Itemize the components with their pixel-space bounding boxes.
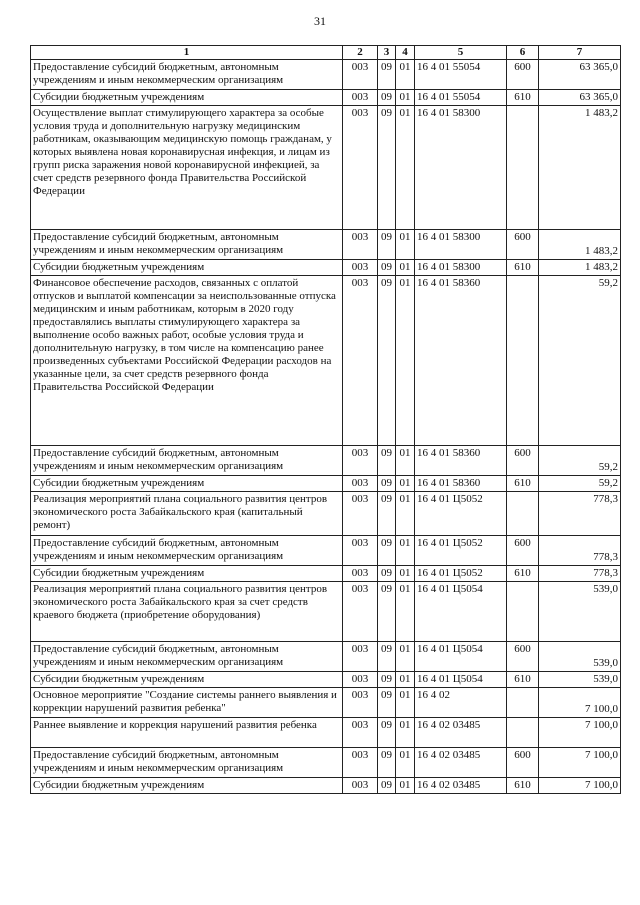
row-name: Реализация мероприятий плана социального развития центров экономического роста Забайкальского края (капитальный ремонт) xyxy=(31,492,343,536)
row-name: Основное мероприятие "Создание системы раннего выявления и коррекции нарушений развития ребенка" xyxy=(31,688,343,718)
row-amount: 539,0 xyxy=(539,582,621,642)
row-vr: 600 xyxy=(507,446,539,476)
row-rz: 09 xyxy=(378,582,396,642)
column-header: 6 xyxy=(507,46,539,60)
table-row xyxy=(31,106,621,230)
column-header: 5 xyxy=(415,46,507,60)
row-amount: 7 100,0 xyxy=(539,718,621,748)
row-ved: 003 xyxy=(343,492,378,536)
row-ved: 003 xyxy=(343,748,378,778)
table-row xyxy=(31,276,621,446)
row-rz: 09 xyxy=(378,260,396,276)
row-ved: 003 xyxy=(343,230,378,260)
row-csr: 16 4 01 58360 xyxy=(415,446,507,476)
table-row xyxy=(31,778,621,794)
table-row xyxy=(31,672,621,688)
table-row xyxy=(31,566,621,582)
row-rz: 09 xyxy=(378,536,396,566)
row-name: Субсидии бюджетным учреждениям xyxy=(31,90,343,106)
table-row xyxy=(31,260,621,276)
row-name: Предоставление субсидий бюджетным, автономным учреждениям и иным некоммерческим организациям xyxy=(31,446,343,476)
table-row xyxy=(31,446,621,476)
row-ved: 003 xyxy=(343,90,378,106)
column-header: 3 xyxy=(378,46,396,60)
row-csr: 16 4 01 Ц5052 xyxy=(415,492,507,536)
row-pr: 01 xyxy=(396,60,415,90)
row-pr: 01 xyxy=(396,582,415,642)
row-csr: 16 4 01 Ц5052 xyxy=(415,536,507,566)
row-ved: 003 xyxy=(343,718,378,748)
row-name: Реализация мероприятий плана социального развития центров экономического роста Забайкальского края за счет средств краевого бюджета (приобретение оборудования) xyxy=(31,582,343,642)
row-amount: 778,3 xyxy=(539,492,621,536)
row-rz: 09 xyxy=(378,718,396,748)
row-ved: 003 xyxy=(343,446,378,476)
row-name: Субсидии бюджетным учреждениям xyxy=(31,476,343,492)
row-amount: 1 483,2 xyxy=(539,230,621,260)
row-vr xyxy=(507,718,539,748)
row-pr: 01 xyxy=(396,778,415,794)
table-row xyxy=(31,476,621,492)
row-rz: 09 xyxy=(378,688,396,718)
row-csr: 16 4 01 55054 xyxy=(415,90,507,106)
page-number: 31 xyxy=(314,14,326,28)
row-csr: 16 4 01 Ц5052 xyxy=(415,566,507,582)
table-row xyxy=(31,492,621,536)
row-vr xyxy=(507,582,539,642)
row-pr: 01 xyxy=(396,492,415,536)
row-amount: 1 483,2 xyxy=(539,106,621,230)
row-rz: 09 xyxy=(378,230,396,260)
row-name: Раннее выявление и коррекция нарушений развития ребенка xyxy=(31,718,343,748)
row-vr xyxy=(507,688,539,718)
row-vr: 610 xyxy=(507,778,539,794)
row-name: Предоставление субсидий бюджетным, автономным учреждениям и иным некоммерческим организациям xyxy=(31,60,343,90)
row-rz: 09 xyxy=(378,90,396,106)
row-vr xyxy=(507,492,539,536)
row-name: Субсидии бюджетным учреждениям xyxy=(31,566,343,582)
row-pr: 01 xyxy=(396,476,415,492)
row-name: Предоставление субсидий бюджетным, автономным учреждениям и иным некоммерческим организациям xyxy=(31,536,343,566)
row-pr: 01 xyxy=(396,688,415,718)
row-rz: 09 xyxy=(378,492,396,536)
row-vr: 600 xyxy=(507,536,539,566)
row-vr: 610 xyxy=(507,672,539,688)
row-vr: 600 xyxy=(507,230,539,260)
row-rz: 09 xyxy=(378,476,396,492)
row-csr: 16 4 01 Ц5054 xyxy=(415,582,507,642)
row-csr: 16 4 01 58360 xyxy=(415,276,507,446)
row-amount: 59,2 xyxy=(539,476,621,492)
row-pr: 01 xyxy=(396,642,415,672)
row-pr: 01 xyxy=(396,446,415,476)
row-vr: 610 xyxy=(507,90,539,106)
row-ved: 003 xyxy=(343,672,378,688)
table-row xyxy=(31,90,621,106)
row-vr: 610 xyxy=(507,476,539,492)
row-rz: 09 xyxy=(378,642,396,672)
row-pr: 01 xyxy=(396,230,415,260)
row-ved: 003 xyxy=(343,60,378,90)
table-row xyxy=(31,718,621,748)
row-amount: 778,3 xyxy=(539,536,621,566)
row-ved: 003 xyxy=(343,642,378,672)
row-pr: 01 xyxy=(396,260,415,276)
row-amount: 7 100,0 xyxy=(539,688,621,718)
row-name: Субсидии бюджетным учреждениям xyxy=(31,778,343,794)
row-name: Осуществление выплат стимулирующего характера за особые условия труда и дополнительную нагрузку медицинским работникам, оказывающим медицинскую помощь гражданам, у которых выявлена новая коронавирусная инфекция, и лицам из групп риска заражения новой коронавирусной инфекцией, за счет средств резервного фонда Правительства Российской Федерации xyxy=(31,106,343,230)
row-amount: 778,3 xyxy=(539,566,621,582)
row-ved: 003 xyxy=(343,106,378,230)
row-vr: 610 xyxy=(507,260,539,276)
column-header: 4 xyxy=(396,46,415,60)
row-pr: 01 xyxy=(396,718,415,748)
row-amount: 63 365,0 xyxy=(539,90,621,106)
row-pr: 01 xyxy=(396,566,415,582)
table-row xyxy=(31,688,621,718)
row-amount: 59,2 xyxy=(539,276,621,446)
row-pr: 01 xyxy=(396,106,415,230)
row-vr: 600 xyxy=(507,642,539,672)
row-vr: 610 xyxy=(507,566,539,582)
table-row xyxy=(31,582,621,642)
table-row xyxy=(31,748,621,778)
row-rz: 09 xyxy=(378,778,396,794)
row-rz: 09 xyxy=(378,446,396,476)
row-ved: 003 xyxy=(343,582,378,642)
row-rz: 09 xyxy=(378,566,396,582)
row-csr: 16 4 01 58300 xyxy=(415,106,507,230)
column-header: 7 xyxy=(539,46,621,60)
table-row xyxy=(31,60,621,90)
row-rz: 09 xyxy=(378,748,396,778)
row-vr xyxy=(507,276,539,446)
row-vr: 600 xyxy=(507,748,539,778)
table-row xyxy=(31,536,621,566)
row-csr: 16 4 01 55054 xyxy=(415,60,507,90)
row-vr: 600 xyxy=(507,60,539,90)
row-name: Финансовое обеспечение расходов, связанных с оплатой отпусков и выплатой компенсации за неиспользованные отпуска медицинским и иным работникам, которым в 2020 году предоставлялись выплаты стимулирующего характера за выполнение особо важных работ, особые условия труда и дополнительную нагрузку, в том числе на компенсацию ранее произведенных субъектами Российской Федерации расходов на указанные цели, за счет средств резервного фонда Правительства Российской Федерации xyxy=(31,276,343,446)
row-csr: 16 4 01 58300 xyxy=(415,260,507,276)
row-rz: 09 xyxy=(378,106,396,230)
column-header: 2 xyxy=(343,46,378,60)
row-amount: 63 365,0 xyxy=(539,60,621,90)
row-amount: 1 483,2 xyxy=(539,260,621,276)
row-pr: 01 xyxy=(396,90,415,106)
row-name: Предоставление субсидий бюджетным, автономным учреждениям и иным некоммерческим организациям xyxy=(31,642,343,672)
row-amount: 539,0 xyxy=(539,672,621,688)
row-csr: 16 4 01 Ц5054 xyxy=(415,672,507,688)
row-amount: 59,2 xyxy=(539,446,621,476)
row-vr xyxy=(507,106,539,230)
row-ved: 003 xyxy=(343,536,378,566)
row-pr: 01 xyxy=(396,276,415,446)
row-ved: 003 xyxy=(343,276,378,446)
row-name: Предоставление субсидий бюджетным, автономным учреждениям и иным некоммерческим организациям xyxy=(31,230,343,260)
row-csr: 16 4 01 58360 xyxy=(415,476,507,492)
row-rz: 09 xyxy=(378,60,396,90)
row-name: Субсидии бюджетным учреждениям xyxy=(31,260,343,276)
row-csr: 16 4 02 xyxy=(415,688,507,718)
row-csr: 16 4 02 03485 xyxy=(415,778,507,794)
row-rz: 09 xyxy=(378,672,396,688)
row-pr: 01 xyxy=(396,536,415,566)
budget-table xyxy=(30,45,621,794)
table-header-row xyxy=(31,46,621,60)
row-name: Субсидии бюджетным учреждениям xyxy=(31,672,343,688)
row-ved: 003 xyxy=(343,566,378,582)
row-ved: 003 xyxy=(343,260,378,276)
row-name: Предоставление субсидий бюджетным, автономным учреждениям и иным некоммерческим организациям xyxy=(31,748,343,778)
table-row xyxy=(31,230,621,260)
row-pr: 01 xyxy=(396,672,415,688)
row-csr: 16 4 02 03485 xyxy=(415,748,507,778)
table-row xyxy=(31,642,621,672)
row-pr: 01 xyxy=(396,748,415,778)
row-rz: 09 xyxy=(378,276,396,446)
column-header: 1 xyxy=(31,46,343,60)
row-ved: 003 xyxy=(343,778,378,794)
row-ved: 003 xyxy=(343,476,378,492)
row-csr: 16 4 01 Ц5054 xyxy=(415,642,507,672)
row-amount: 539,0 xyxy=(539,642,621,672)
row-amount: 7 100,0 xyxy=(539,748,621,778)
row-csr: 16 4 02 03485 xyxy=(415,718,507,748)
row-amount: 7 100,0 xyxy=(539,778,621,794)
row-csr: 16 4 01 58300 xyxy=(415,230,507,260)
row-ved: 003 xyxy=(343,688,378,718)
